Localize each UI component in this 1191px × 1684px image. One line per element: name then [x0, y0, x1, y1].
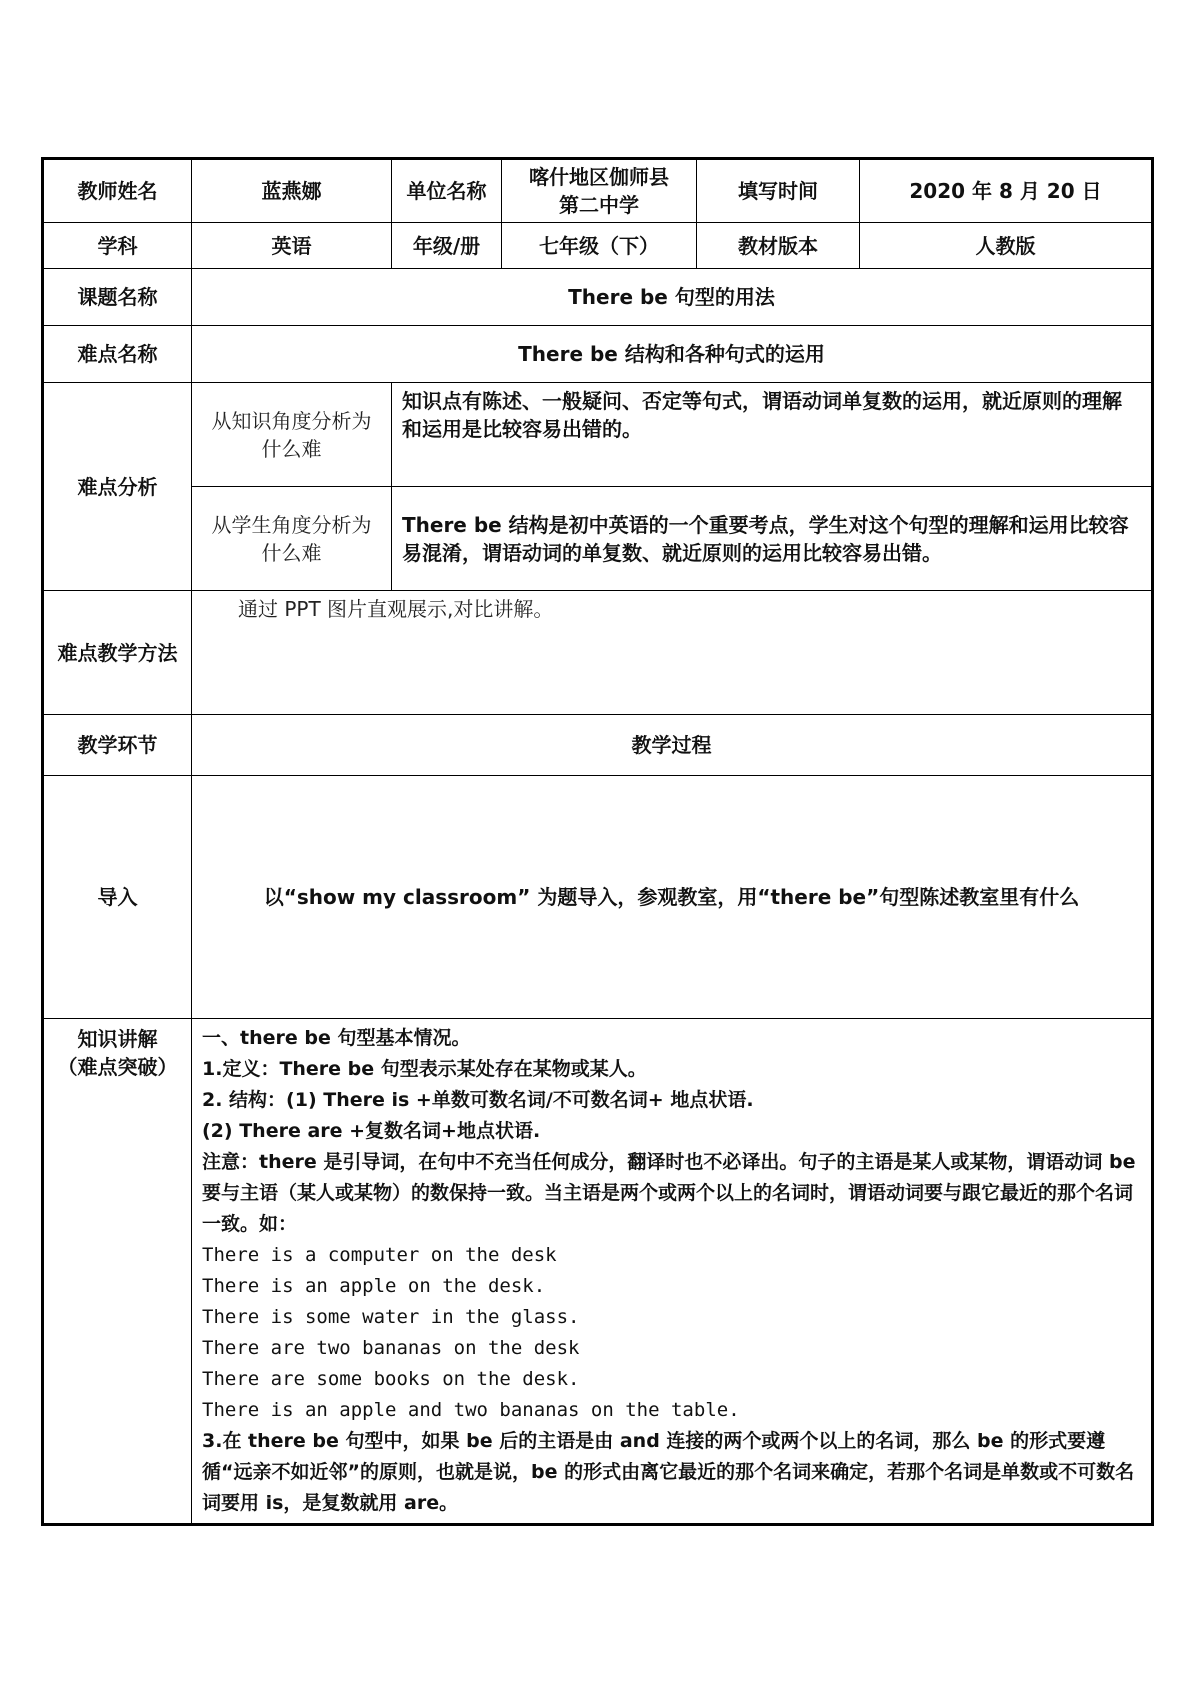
- knowledge-angle-text: 知识点有陈述、一般疑问、否定等句式，谓语动词单复数的运用，就近原则的理解和运用是比较容易出错的。: [392, 383, 1153, 487]
- analysis-row-student: [43, 487, 1153, 591]
- method-text: 通过 PPT 图片直观展示,对比讲解。: [192, 591, 1153, 715]
- knowledge-label-line2: （难点突破）: [57, 1055, 178, 1079]
- knowledge-rule: 3.在 there be 句型中，如果 be 后的主语是由 and 连接的两个或两个以上的名词，那么 be 的形式要遵循“远亲不如近邻”的原则，也就是说，be 的形式由离它最近的那个名词来确定，若那个名词是单数或不可数名词要用 is，是复数就用 are。: [202, 1430, 1135, 1514]
- example-sentence: There is an apple on the desk.: [202, 1275, 546, 1297]
- header-row-2: [43, 223, 1153, 269]
- example-sentence: There is a computer on the desk: [202, 1244, 557, 1266]
- grade-value: 七年级（下）: [502, 223, 697, 269]
- topic-row: [43, 269, 1153, 326]
- method-label: 难点教学方法: [43, 591, 192, 715]
- teacher-value: 蓝燕娜: [192, 159, 392, 223]
- edition-value: 人教版: [860, 223, 1153, 269]
- process-header-value: 教学过程: [192, 715, 1153, 776]
- example-sentence: There are two bananas on the desk: [202, 1337, 580, 1359]
- knowledge-line: 1.定义：There be 句型表示某处存在某物或某人。: [202, 1058, 647, 1080]
- unit-value-line2: 第二中学: [559, 193, 639, 217]
- example-sentence: There are some books on the desk.: [202, 1368, 580, 1390]
- topic-value: There be 句型的用法: [192, 269, 1153, 326]
- knowledge-label: [43, 1019, 192, 1525]
- unit-value: [502, 159, 697, 223]
- intro-row: [43, 776, 1153, 1019]
- knowledge-note: 注意：there 是引导词，在句中不充当任何成分，翻译时也不必译出。句子的主语是某人或某物，谓语动词 be 要与主语（某人或某物）的数保持一致。当主语是两个或两个以上的名词时，谓语动词要与跟它最近的那个名词一致。如：: [202, 1151, 1136, 1235]
- grade-label: 年级/册: [392, 223, 502, 269]
- example-sentence: There is an apple and two bananas on the table.: [202, 1399, 740, 1421]
- knowledge-line: (2) There are +复数名词+地点状语.: [202, 1120, 541, 1142]
- date-value: 2020 年 8 月 20 日: [860, 159, 1153, 223]
- subject-label: 学科: [43, 223, 192, 269]
- knowledge-angle-label-line2: 什么难: [261, 436, 322, 461]
- header-row-1: [43, 159, 1153, 223]
- example-sentence: There is some water in the glass.: [202, 1306, 580, 1328]
- topic-label: 课题名称: [43, 269, 192, 326]
- student-angle-label-line1: 从学生角度分析为: [211, 512, 372, 537]
- knowledge-label-line1: 知识讲解: [77, 1027, 158, 1051]
- teacher-label: 教师姓名: [43, 159, 192, 223]
- student-angle-label-line2: 什么难: [261, 540, 322, 565]
- difficulty-label: 难点名称: [43, 326, 192, 383]
- date-label: 填写时间: [697, 159, 860, 223]
- student-angle-text: There be 结构是初中英语的一个重要考点，学生对这个句型的理解和运用比较容易混淆，谓语动词的单复数、就近原则的运用比较容易出错。: [392, 487, 1153, 591]
- process-header-row: [43, 715, 1153, 776]
- edition-label: 教材版本: [697, 223, 860, 269]
- difficulty-value: There be 结构和各种句式的运用: [192, 326, 1153, 383]
- unit-value-line1: 喀什地区伽师县: [529, 165, 669, 189]
- knowledge-row: [43, 1019, 1153, 1525]
- process-step-label: 教学环节: [43, 715, 192, 776]
- knowledge-content: [192, 1019, 1153, 1525]
- analysis-row-knowledge: [43, 383, 1153, 487]
- student-angle-label: [192, 487, 392, 591]
- unit-label: 单位名称: [392, 159, 502, 223]
- knowledge-line: 一、there be 句型基本情况。: [202, 1027, 471, 1049]
- knowledge-line: 2. 结构：(1) There is +单数可数名词/不可数名词+ 地点状语.: [202, 1089, 754, 1111]
- subject-value: 英语: [192, 223, 392, 269]
- analysis-label: 难点分析: [43, 383, 192, 591]
- difficulty-row: [43, 326, 1153, 383]
- method-row: [43, 591, 1153, 715]
- intro-label: 导入: [43, 776, 192, 1019]
- knowledge-angle-label-line1: 从知识角度分析为: [211, 408, 372, 433]
- lesson-plan-table: [41, 157, 1154, 1526]
- intro-text: 以“show my classroom” 为题导入，参观教室，用“there be”句型陈述教室里有什么: [192, 776, 1153, 1019]
- knowledge-angle-label: [192, 383, 392, 487]
